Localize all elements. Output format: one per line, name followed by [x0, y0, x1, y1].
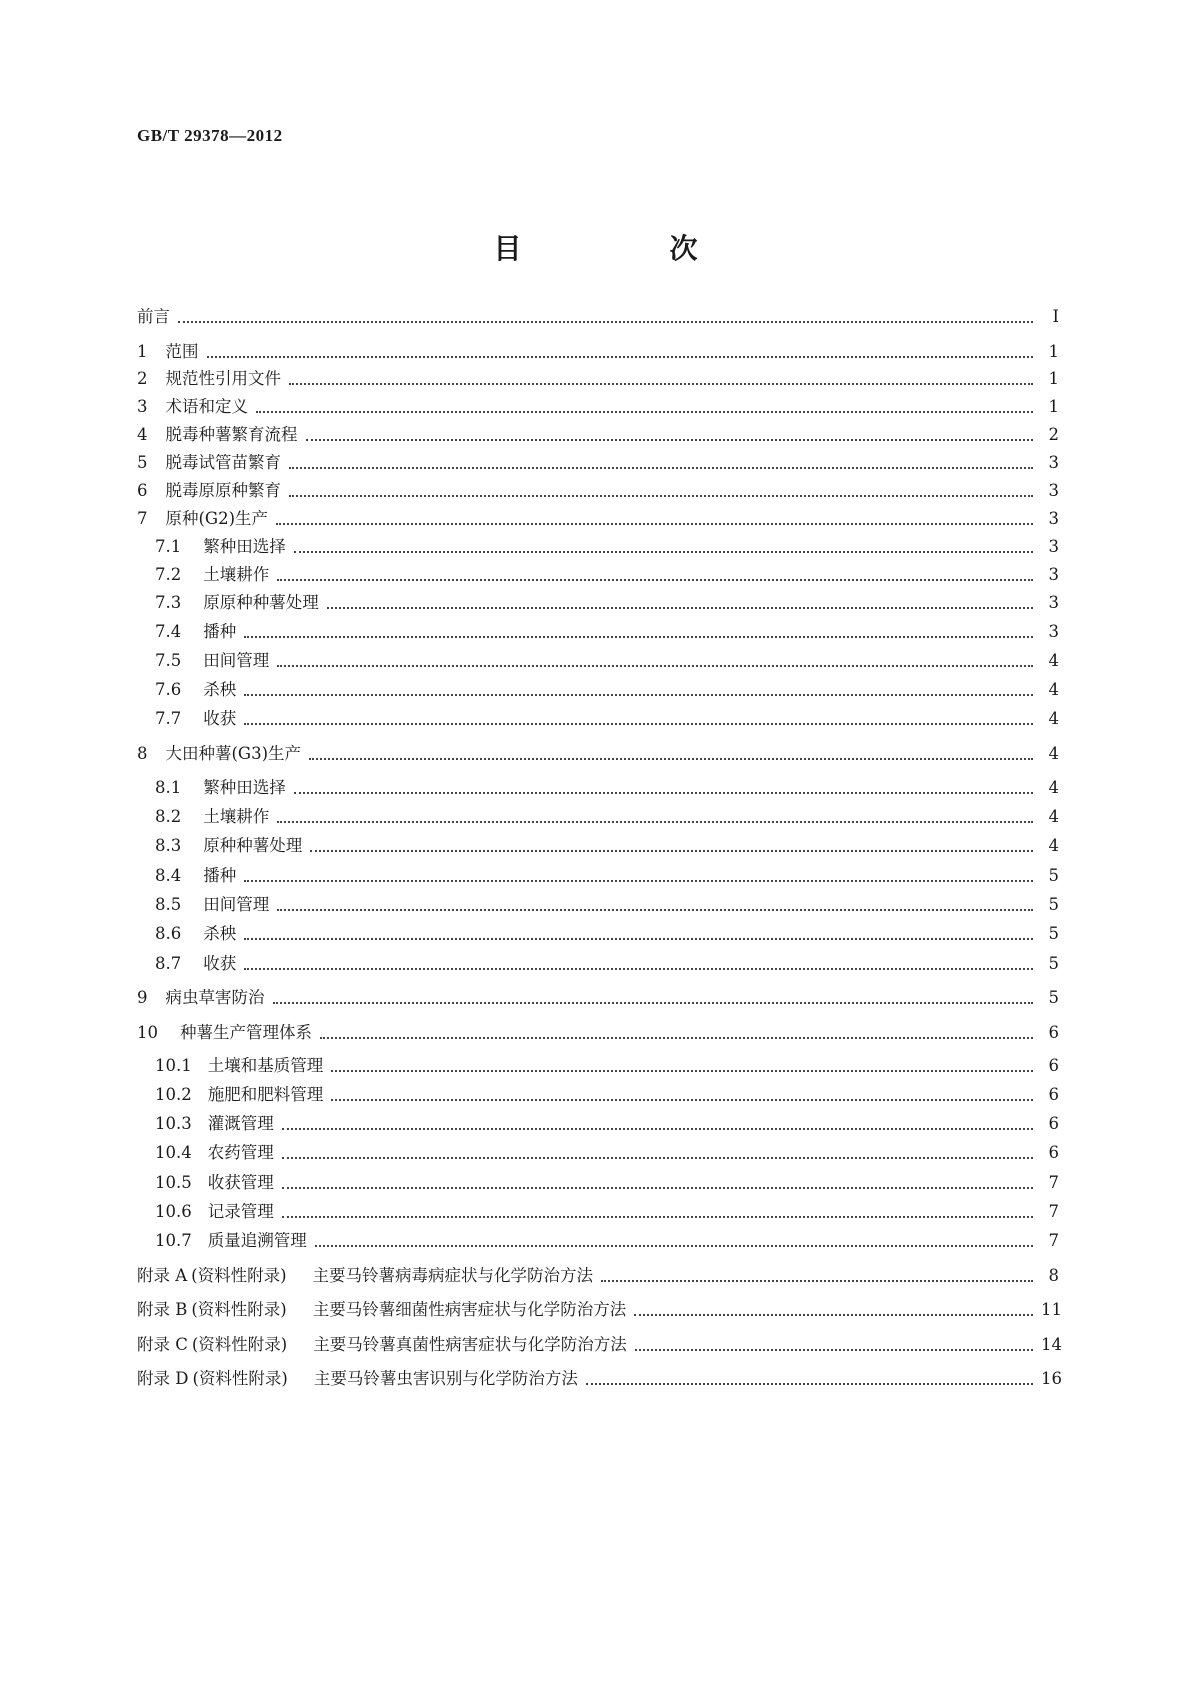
toc-entry-number: 8.6 — [155, 924, 182, 943]
toc-leader-dots — [282, 1128, 1033, 1130]
toc-entry[interactable] — [155, 952, 1059, 976]
toc-appendix-entry[interactable] — [137, 1367, 1062, 1391]
standard-code: GB/T 29378—2012 — [137, 126, 283, 145]
appendix-title: 主要马铃薯细菌性病害症状与化学防治方法 — [312, 1300, 627, 1319]
toc-entry-label: 大田种薯(G3)生产 — [165, 744, 302, 763]
toc-entry-label: 脱毒种薯繁育流程 — [165, 425, 298, 444]
toc-entry-number: 10.6 — [155, 1202, 192, 1221]
toc-entry-page: 5 — [1048, 895, 1059, 914]
toc-entry[interactable] — [137, 395, 1059, 419]
toc-entry[interactable] — [155, 563, 1059, 587]
toc-leader-dots — [244, 636, 1033, 638]
toc-entry-number: 7.3 — [155, 593, 182, 612]
toc-entry[interactable] — [137, 986, 1059, 1010]
toc-entry-page: 1 — [1048, 342, 1059, 361]
toc-entry-page: 3 — [1048, 509, 1059, 528]
toc-entry[interactable] — [137, 367, 1059, 391]
toc-entry-page: 5 — [1048, 924, 1059, 943]
toc-entry[interactable] — [155, 893, 1059, 917]
toc-entry-label: 农药管理 — [207, 1143, 274, 1162]
toc-entry-page: 4 — [1048, 807, 1059, 826]
toc-entry-page: 4 — [1048, 709, 1059, 728]
toc-entry[interactable] — [155, 1054, 1059, 1078]
toc-leader-dots — [309, 758, 1033, 760]
toc-entry-page: 5 — [1048, 954, 1059, 973]
toc-entry-number: 10.5 — [155, 1173, 192, 1192]
toc-appendix-entry[interactable] — [137, 1264, 1059, 1288]
toc-entry-number: 8.5 — [155, 895, 182, 914]
toc-entry-page: 6 — [1048, 1023, 1059, 1042]
toc-entry-label: 前言 — [137, 307, 170, 326]
appendix-label: 附录 C — [137, 1335, 188, 1354]
toc-entry-label: 播种 — [203, 866, 237, 885]
toc-entry-number: 10 — [137, 1023, 158, 1042]
toc-entry[interactable] — [155, 864, 1059, 888]
toc-entry-page: 7 — [1048, 1173, 1059, 1192]
appendix-title: 主要马铃薯真菌性病害症状与化学防治方法 — [313, 1335, 627, 1354]
toc-leader-dots — [294, 551, 1033, 553]
toc-entry-number: 3 — [137, 397, 148, 416]
toc-entry-label: 收获 — [203, 954, 237, 973]
appendix-label: 附录 A — [137, 1266, 188, 1285]
toc-leader-dots — [282, 1216, 1033, 1218]
toc-entry-label: 繁种田选择 — [203, 778, 286, 797]
toc-leader-dots — [277, 821, 1033, 823]
toc-entry[interactable] — [137, 479, 1059, 503]
toc-entry-page: 3 — [1048, 481, 1059, 500]
toc-entry-label: 脱毒原原种繁育 — [165, 481, 281, 500]
toc-entry-label: 土壤耕作 — [203, 565, 270, 584]
toc-leader-dots — [282, 1157, 1033, 1159]
toc-entry-page: 2 — [1048, 425, 1059, 444]
toc-entry[interactable] — [155, 1171, 1059, 1195]
toc-leader-dots — [320, 1037, 1033, 1039]
toc-leader-dots — [178, 321, 1033, 323]
appendix-label: 附录 D — [137, 1369, 189, 1388]
toc-entry-number: 7.6 — [155, 680, 182, 699]
toc-entry-page: 5 — [1048, 866, 1059, 885]
toc-leader-dots — [277, 909, 1033, 911]
toc-entry-number: 5 — [137, 453, 148, 472]
toc-entry-number: 7.1 — [155, 537, 182, 556]
toc-entry[interactable] — [155, 707, 1059, 731]
toc-entry-label: 原种种薯处理 — [203, 836, 303, 855]
toc-entry-page: 4 — [1048, 836, 1059, 855]
appendix-type: (资料性附录) — [191, 1266, 287, 1285]
toc-entry-label: 土壤耕作 — [203, 807, 270, 826]
toc-entry-label: 收获管理 — [207, 1173, 274, 1192]
toc-entry-page: 6 — [1048, 1085, 1059, 1104]
toc-entry[interactable] — [155, 805, 1059, 829]
toc-entry[interactable] — [155, 1112, 1059, 1136]
toc-leader-dots — [601, 1280, 1033, 1282]
toc-entry[interactable] — [155, 1083, 1059, 1107]
toc-leader-dots — [244, 880, 1033, 882]
toc-appendix-entry[interactable] — [137, 1333, 1062, 1357]
toc-leader-dots — [277, 665, 1033, 667]
toc-leader-dots — [289, 383, 1033, 385]
toc-entry-label: 施肥和肥料管理 — [207, 1085, 324, 1104]
toc-leader-dots — [310, 850, 1033, 852]
toc-entry-number: 7 — [137, 509, 148, 528]
toc-entry-number: 10.1 — [155, 1056, 192, 1075]
appendix-type: (资料性附录) — [191, 1335, 288, 1354]
toc-entry[interactable] — [155, 649, 1059, 673]
toc-leader-dots — [294, 792, 1033, 794]
toc-entry-label: 种薯生产管理体系 — [180, 1023, 312, 1042]
toc-entry-page: 7 — [1048, 1231, 1059, 1250]
toc-leader-dots — [289, 495, 1033, 497]
toc-entry-label: 病虫草害防治 — [165, 988, 265, 1007]
toc-entry-number: 8 — [137, 744, 148, 763]
toc-entry-page: 16 — [1041, 1369, 1062, 1388]
toc-leader-dots — [207, 356, 1034, 358]
toc-leader-dots — [586, 1383, 1033, 1385]
toc-entry[interactable] — [155, 834, 1059, 858]
toc-entry-page: 1 — [1048, 397, 1059, 416]
toc-entry-label: 记录管理 — [207, 1202, 274, 1221]
toc-entry-label: 规范性引用文件 — [165, 369, 281, 388]
toc-entry-page: 1 — [1048, 369, 1059, 388]
toc-entry-number: 8.2 — [155, 807, 182, 826]
toc-entry-page: 3 — [1048, 565, 1059, 584]
toc-leader-dots — [244, 723, 1033, 725]
toc-entry-page: 3 — [1048, 622, 1059, 641]
toc-entry[interactable] — [155, 1200, 1059, 1224]
appendix-title: 主要马铃薯虫害识别与化学防治方法 — [313, 1369, 578, 1388]
toc-entry-label: 质量追溯管理 — [207, 1231, 307, 1250]
toc-entry-page: 6 — [1048, 1056, 1059, 1075]
toc-entry-label: 土壤和基质管理 — [207, 1056, 324, 1075]
toc-leader-dots — [244, 694, 1033, 696]
toc-entry-label: 原种(G2)生产 — [165, 509, 269, 528]
toc-entry-page: 7 — [1048, 1202, 1059, 1221]
toc-entry-page: Ⅰ — [1052, 307, 1059, 326]
toc-entry-label: 灌溉管理 — [207, 1114, 274, 1133]
toc-entry-number: 7.4 — [155, 622, 182, 641]
toc-entry-number: 10.4 — [155, 1143, 192, 1162]
toc-entry-page: 3 — [1048, 593, 1059, 612]
toc-entry-label: 杀秧 — [203, 924, 237, 943]
toc-appendix-entry[interactable] — [137, 1298, 1062, 1322]
toc-entry[interactable] — [155, 620, 1059, 644]
toc-leader-dots — [331, 1070, 1033, 1072]
toc-leader-dots — [276, 523, 1033, 525]
toc-entry[interactable] — [155, 678, 1059, 702]
toc-entry-page: 8 — [1048, 1266, 1059, 1285]
toc-entry-number: 10.3 — [155, 1114, 192, 1133]
toc-leader-dots — [282, 1187, 1033, 1189]
toc-entry-label: 脱毒试管苗繁育 — [165, 453, 281, 472]
toc-entry-page: 4 — [1048, 651, 1059, 670]
toc-entry-number: 9 — [137, 988, 148, 1007]
toc-entry[interactable] — [155, 535, 1059, 559]
toc-entry-number: 8.7 — [155, 954, 182, 973]
appendix-title: 主要马铃薯病毒病症状与化学防治方法 — [312, 1266, 594, 1285]
toc-leader-dots — [306, 439, 1034, 441]
toc-entry[interactable] — [137, 451, 1059, 475]
toc-entry[interactable] — [137, 305, 1059, 329]
toc-leader-dots — [327, 607, 1033, 609]
toc-entry-number: 7.5 — [155, 651, 182, 670]
toc-entry-label: 繁种田选择 — [203, 537, 286, 556]
toc-entry-page: 6 — [1048, 1114, 1059, 1133]
toc-entry[interactable] — [155, 591, 1059, 615]
toc-leader-dots — [331, 1099, 1033, 1101]
toc-leader-dots — [256, 411, 1033, 413]
page-title: 目 次 — [493, 232, 758, 265]
toc-entry-number: 10.2 — [155, 1085, 192, 1104]
toc-entry[interactable] — [137, 340, 1059, 364]
toc-entry-number: 6 — [137, 481, 148, 500]
toc-entry-page: 6 — [1048, 1143, 1059, 1162]
appendix-label: 附录 B — [137, 1300, 188, 1319]
toc-entry-label: 收获 — [203, 709, 237, 728]
appendix-type: (资料性附录) — [191, 1300, 287, 1319]
toc-entry[interactable] — [137, 742, 1059, 766]
toc-entry-page: 14 — [1041, 1335, 1062, 1354]
toc-entry-page: 4 — [1048, 680, 1059, 699]
toc-entry[interactable] — [137, 1021, 1059, 1045]
toc-entry-number: 10.7 — [155, 1231, 192, 1250]
toc-leader-dots — [273, 1002, 1034, 1004]
toc-entry[interactable] — [137, 423, 1059, 447]
toc-entry-number: 7.2 — [155, 565, 182, 584]
toc-entry-page: 5 — [1048, 988, 1059, 1007]
toc-leader-dots — [634, 1314, 1033, 1316]
toc-entry-number: 7.7 — [155, 709, 182, 728]
toc-entry-label: 范围 — [165, 342, 199, 361]
toc-entry[interactable] — [155, 1229, 1059, 1253]
appendix-type: (资料性附录) — [192, 1369, 288, 1388]
toc-entry-number: 8.4 — [155, 866, 182, 885]
toc-entry-number: 4 — [137, 425, 148, 444]
toc-entry[interactable] — [155, 776, 1059, 800]
toc-leader-dots — [289, 467, 1033, 469]
toc-leader-dots — [244, 938, 1033, 940]
toc-entry-number: 2 — [137, 369, 148, 388]
toc-entry-page: 11 — [1041, 1300, 1062, 1319]
toc-entry[interactable] — [155, 1141, 1059, 1165]
toc-entry-label: 田间管理 — [203, 651, 270, 670]
toc-entry-label: 播种 — [203, 622, 237, 641]
toc-entry-page: 4 — [1048, 744, 1059, 763]
toc-entry-page: 3 — [1048, 453, 1059, 472]
toc-entry-number: 1 — [137, 342, 148, 361]
toc-entry-label: 田间管理 — [203, 895, 270, 914]
toc-entry[interactable] — [137, 507, 1059, 531]
toc-entry-number: 8.3 — [155, 836, 182, 855]
toc-entry-label: 术语和定义 — [165, 397, 248, 416]
toc-entry-page: 4 — [1048, 778, 1059, 797]
toc-entry[interactable] — [155, 922, 1059, 946]
toc-leader-dots — [315, 1245, 1033, 1247]
toc-leader-dots — [277, 579, 1033, 581]
toc-entry-number: 8.1 — [155, 778, 182, 797]
toc-leader-dots — [244, 968, 1033, 970]
toc-entry-label: 原原种种薯处理 — [203, 593, 319, 612]
toc-leader-dots — [635, 1349, 1033, 1351]
toc-entry-label: 杀秧 — [203, 680, 237, 699]
toc-entry-page: 3 — [1048, 537, 1059, 556]
